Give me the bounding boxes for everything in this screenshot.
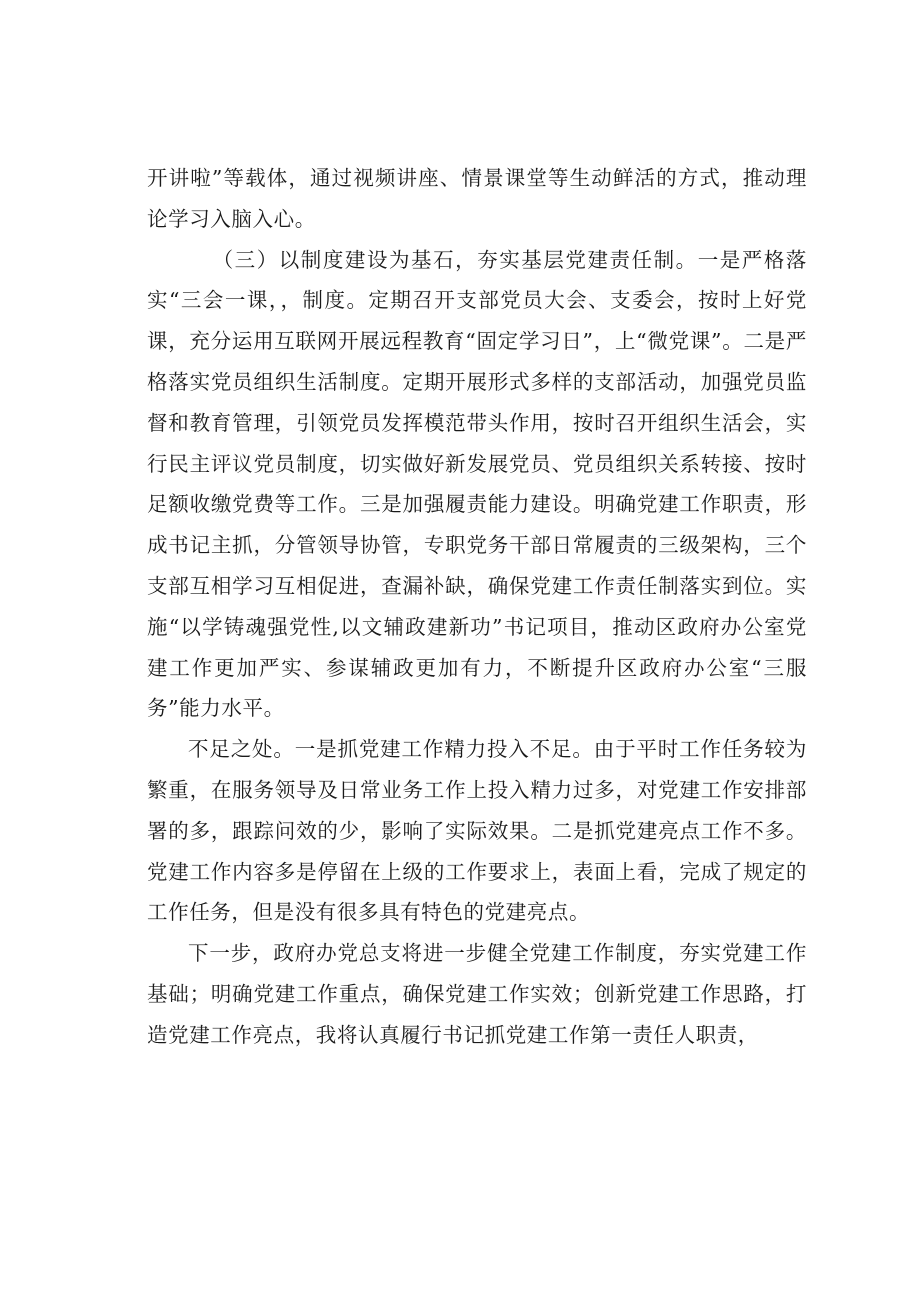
document-body xyxy=(147,158,807,1056)
paragraph-section-3: （三）以制度建设为基石，夯实基层党建责任制。一是严格落实“三会一课，，制度。定期召开支部党员大会、支委会，按时上好党课，充分运用互联网开展远程教育“固定学习日”，上“微党课”。二是严格落实党员组织生活制度。定期开展形式多样的支部活动，加强党员监督和教育管理，引领党员发挥模范带头作用，按时召开组织生活会，实行民主评议党员制度，切实做好新发展党员、党员组织关系转接、按时足额收缴党费等工作。三是加强履责能力建设。明确党建工作职责，形成书记主抓，分管领导协管，专职党务干部日常履责的三级架构，三个支部互相学习互相促进，查漏补缺，确保党建工作责任制落实到位。实施“以学铸魂强党性,以文辅政建新功”书记项目，推动区政府办公室党建工作更加严实、参谋辅政更加有力，不断提升区政府办公室“三服务”能力水平。 xyxy=(147,247,807,721)
paragraph-next-steps: 下一步，政府办党总支将进一步健全党建工作制度，夯实党建工作基础；明确党建工作重点，确保党建工作实效；创新党建工作思路，打造党建工作亮点，我将认真履行书记抓党建工作第一责任人职责， xyxy=(147,941,807,1047)
paragraph-continuation: 开讲啦”等载体，通过视频讲座、情景课堂等生动鲜活的方式，推动理论学习入脑入心。 xyxy=(147,166,807,231)
paragraph-shortcomings: 不足之处。一是抓党建工作精力投入不足。由于平时工作任务较为繁重，在服务领导及日常业务工作上投入精力过多，对党建工作安排部署的多，跟踪问效的少，影响了实际效果。二是抓党建亮点工作不多。党建工作内容多是停留在上级的工作要求上，表面上看，完成了规定的工作任务，但是没有很多具有特色的党建亮点。 xyxy=(147,737,807,925)
